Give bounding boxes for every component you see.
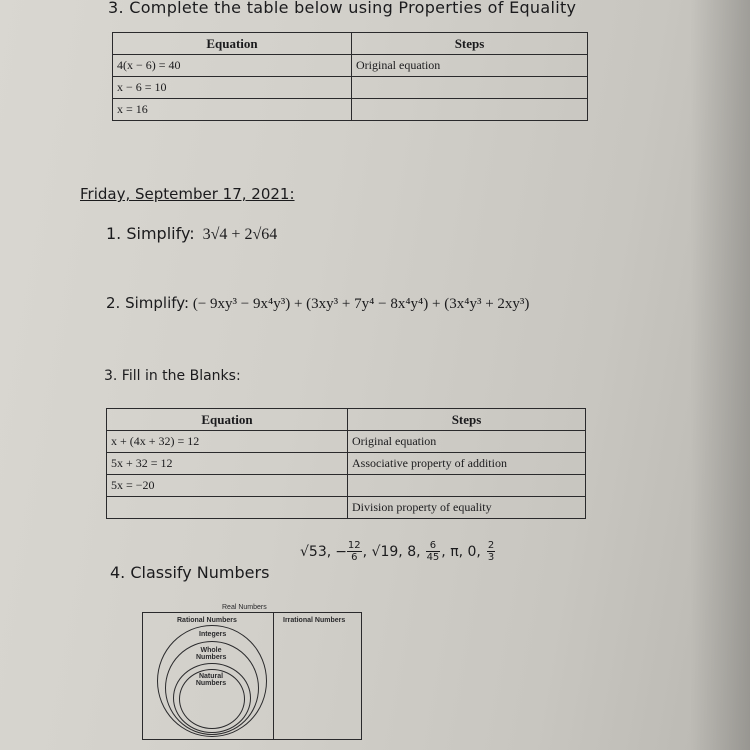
whole-numbers-label: Whole Numbers — [196, 647, 227, 661]
rational-irrational-divider — [273, 613, 274, 739]
equation-cell: x − 6 = 10 — [113, 77, 352, 99]
irrational-numbers-label: Irrational Numbers — [283, 617, 346, 624]
integers-label: Integers — [199, 631, 227, 638]
question-2-expression: (− 9xy³ − 9x⁴y³) + (3xy³ + 7y⁴ − 8x⁴y⁴) + (3x⁴y³ + 2xy³) — [192, 296, 530, 312]
fraction-denominator: 3 — [487, 552, 495, 563]
rational-numbers-label: Rational Numbers — [177, 617, 237, 624]
fraction-numerator: 6 — [426, 540, 441, 552]
numbers-to-classify — [300, 540, 495, 563]
fraction-6-over-45 — [426, 540, 441, 563]
page-shadow — [690, 0, 750, 750]
question-1-expression: 3√4 + 2√64 — [202, 226, 278, 243]
question-3-label: 3. Fill in the Blanks: — [104, 368, 241, 384]
numbers-sqrt-19-and-8: , √19, 8, — [362, 543, 421, 560]
steps-cell: Division property of equality — [348, 497, 586, 519]
steps-cell — [348, 475, 586, 497]
fraction-numerator: 12 — [347, 540, 361, 551]
fraction-denominator: 45 — [426, 552, 440, 563]
steps-cell: Original equation — [352, 55, 588, 77]
column-header-equation: Equation — [113, 33, 352, 55]
question-1-label: 1. Simplify: — [106, 224, 195, 243]
natural-numbers-label: Natural Numbers — [195, 673, 227, 687]
column-header-equation: Equation — [107, 409, 348, 431]
column-header-steps: Steps — [348, 409, 586, 431]
steps-cell — [352, 77, 588, 99]
properties-table — [112, 32, 588, 121]
equation-cell: x = 16 — [113, 99, 352, 121]
fraction-numerator: 2 — [487, 540, 495, 551]
section-heading-properties: 3. Complete the table below using Properties of Equality — [108, 0, 577, 17]
fill-in-blanks-table — [106, 408, 586, 519]
fraction-12-over-6 — [347, 540, 362, 563]
question-2-label: 2. Simplify: — [106, 294, 190, 312]
question-1 — [106, 224, 277, 244]
equation-cell — [107, 497, 348, 519]
fraction-2-over-3 — [487, 540, 495, 563]
equation-cell: 5x = −20 — [107, 475, 348, 497]
column-header-steps: Steps — [352, 33, 588, 55]
steps-cell: Associative property of addition — [348, 453, 586, 475]
question-2 — [106, 294, 529, 313]
number-sqrt-53: √53, — [300, 543, 332, 560]
real-numbers-box — [142, 612, 362, 740]
fraction-denominator: 6 — [351, 552, 358, 563]
steps-cell — [352, 99, 588, 121]
steps-cell: Original equation — [348, 431, 586, 453]
question-4-label: 4. Classify Numbers — [110, 563, 270, 582]
date-heading: Friday, September 17, 2021: — [80, 185, 295, 203]
real-numbers-title: Real Numbers — [222, 604, 267, 611]
minus-sign: − — [335, 543, 347, 560]
numbers-pi-and-zero: , π, 0, — [441, 543, 481, 560]
equation-cell: 4(x − 6) = 40 — [113, 55, 352, 77]
equation-cell: x + (4x + 32) = 12 — [107, 431, 348, 453]
equation-cell: 5x + 32 = 12 — [107, 453, 348, 475]
